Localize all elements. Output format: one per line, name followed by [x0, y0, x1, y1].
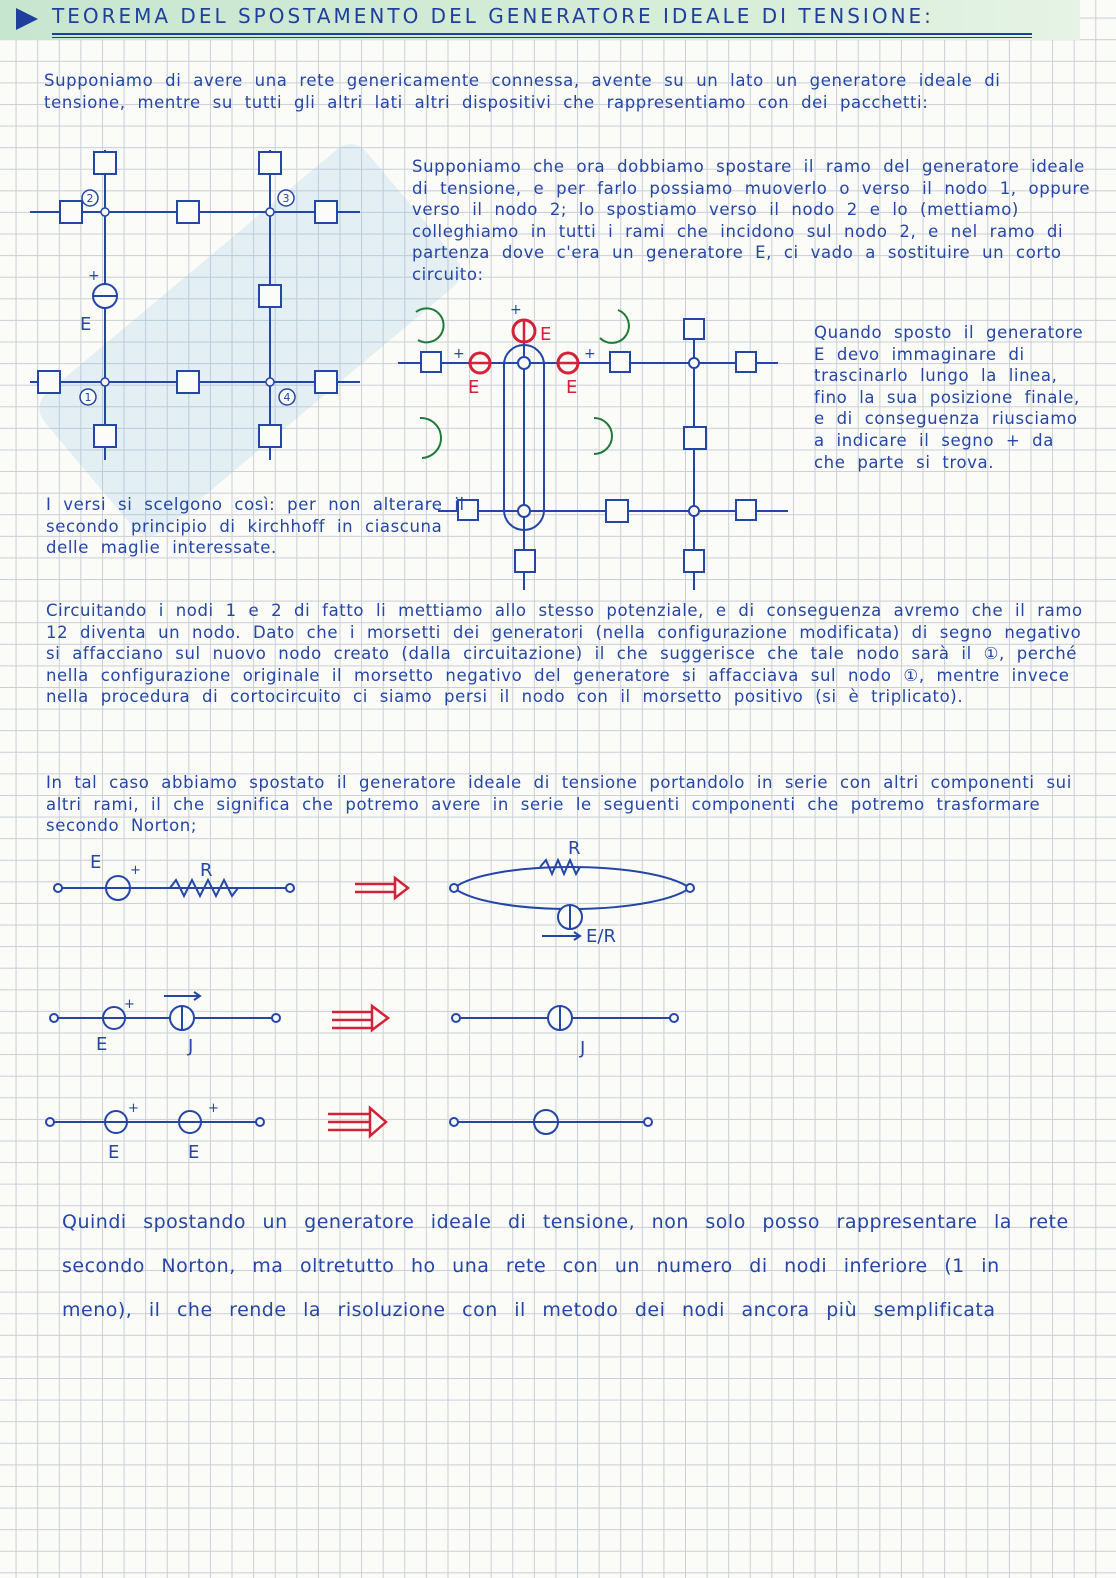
generator-plus-label: +: [88, 268, 100, 284]
node-2-label: 2: [86, 192, 94, 205]
network-diagram-original: [30, 140, 370, 470]
loop-direction-arrow: [600, 310, 629, 343]
generator-e-label: E: [80, 314, 92, 335]
node-4-label: 4: [283, 391, 291, 404]
plus-label: +: [124, 997, 135, 1012]
drag-generator-note: Quando sposto il generatore E devo immaginare di trascinarlo lungo la linea, fino la sua posizione finale, e di conseguenza riusciamo a indicare il segno + da che parte si trova.: [814, 323, 1084, 472]
plus-label-1: +: [128, 1101, 139, 1116]
plus-left: +: [453, 346, 465, 362]
component-box: [94, 152, 116, 174]
intro-paragraph: Supponiamo di avere una rete genericamente connessa, avente su un lato un generatore ideale di tensione, mentre su tutti gli altri lati altri dispositivi che rappresentiamo con dei pacchetti:: [44, 71, 1001, 112]
e-label: E: [96, 1034, 108, 1055]
e-label-2: E: [188, 1142, 200, 1163]
e-label-1: E: [108, 1142, 120, 1163]
j-label-result: J: [580, 1038, 586, 1059]
plus-right: +: [584, 346, 596, 362]
title-underline: [52, 33, 1032, 35]
r-label-parallel: R: [568, 838, 581, 859]
short-circuit-paragraph: Circuitando i nodi 1 e 2 di fatto li mettiamo allo stesso potenziale, e di conseguenza avremo che il ramo 12 diventa un nodo. Dato che i morsetti dei generatori (nella configurazione modificata) di segno negativo si affacciano sul nuovo nodo creato (dalla circuitazione) il che suggerisce che tale nodo sarà il ①, perché nella configurazione originale il morsetto negativo del generatore si affacciava sul nodo ①, mentre invece nella procedura di cortocircuito ci siamo persi il nodo con il morsetto positivo (si è triplicato).: [46, 601, 1083, 707]
r-label: R: [200, 860, 213, 881]
e-label: E: [90, 852, 102, 873]
conclusion-paragraph: Quindi spostando un generatore ideale di tensione, non solo posso rappresentare la rete secondo Norton, ma oltretutto ho una rete con un numero di nodi inferiore (1 in meno), il che rende la risoluzione con il metodo dei nodi ancora più semplificata: [62, 1211, 1069, 1321]
moved-e-label-right: E: [566, 377, 578, 398]
component-box: [259, 285, 281, 307]
moved-e-label-left: E: [468, 377, 480, 398]
transform-arrow: [355, 878, 408, 898]
plus-top: +: [510, 302, 522, 318]
component-box: [38, 371, 60, 393]
component-box: [259, 152, 281, 174]
component-box: [60, 201, 82, 223]
loop-direction-arrow: [420, 418, 441, 458]
node-3-label: 3: [282, 192, 290, 205]
moved-e-label-top: E: [540, 324, 552, 345]
component-box: [259, 425, 281, 447]
node-1-label: 1: [84, 391, 92, 404]
loop-direction-note: I versi si scelgono così: per non alterare il secondo principio di kirchhoff in ciascuna delle maglie interessate.: [46, 495, 465, 558]
loop-direction-arrow: [416, 308, 444, 342]
plus-label-2: +: [208, 1101, 219, 1116]
norton-transform-row-3: [46, 1098, 666, 1168]
series-paragraph: In tal caso abbiamo spostato il generatore ideale di tensione portandolo in serie con altri componenti sui altri rami, il che significa che potremo avere in serie le seguenti componenti che potremo trasformare secondo Norton;: [46, 773, 1072, 836]
component-box: [177, 201, 199, 223]
loop-direction-arrow: [594, 418, 612, 454]
component-box: [94, 425, 116, 447]
component-box: [177, 371, 199, 393]
page-title: TEOREMA DEL SPOSTAMENTO DEL GENERATORE IDEALE DI TENSIONE:: [52, 4, 934, 28]
resistor-symbol: [170, 880, 238, 896]
move-generator-paragraph: Supponiamo che ora dobbiamo spostare il ramo del generatore ideale di tensione, e per farlo possiamo muoverlo o verso il nodo 1, oppure verso il nodo 2; lo spostiamo verso il nodo 2 e lo (mettiamo) colleghiamo in tutti i rami che incidono sul nodo 2, e nel ramo di partenza dove c'era un generatore E, ci vado a sostituire un corto circuito:: [412, 157, 1091, 284]
norton-transform-row-1: [50, 838, 710, 960]
plus-label: +: [130, 863, 141, 878]
play-arrow-icon: [14, 6, 40, 32]
norton-transform-row-2: [50, 990, 690, 1060]
e-over-r-label: E/R: [586, 926, 616, 947]
transform-arrow: [328, 1108, 386, 1136]
j-label: J: [188, 1036, 194, 1057]
title-underline-2: [52, 37, 1032, 38]
component-box: [315, 201, 337, 223]
component-box: [315, 371, 337, 393]
transform-arrow: [332, 1006, 388, 1030]
